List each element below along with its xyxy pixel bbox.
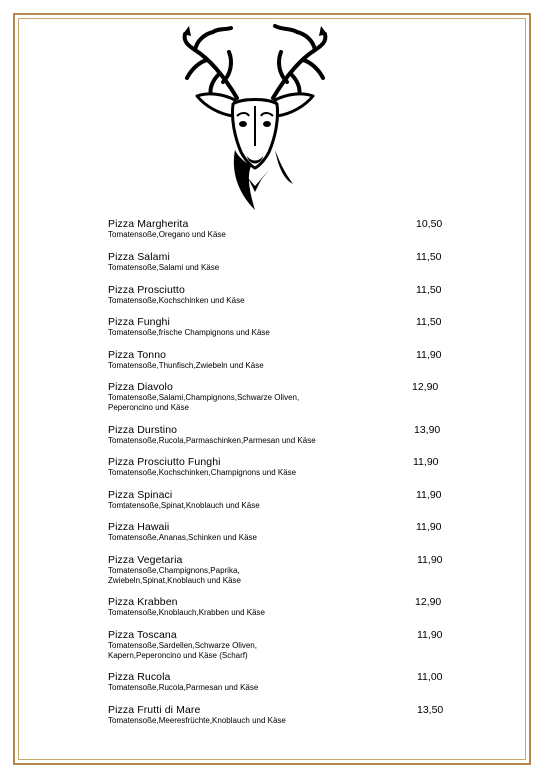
menu-item (108, 554, 458, 586)
item-price: 11,50 (416, 284, 442, 296)
item-name: Pizza Krabben (108, 596, 178, 608)
item-description: Tomatensoße,Rucola,Parmaschinken,Parmesan und Käse (108, 436, 316, 445)
item-name: Pizza Hawaii (108, 521, 170, 533)
item-name: Pizza Diavolo (108, 381, 173, 393)
item-price: 11,90 (417, 554, 443, 566)
menu-item (108, 456, 458, 478)
menu-item (108, 629, 458, 661)
menu-item (108, 424, 458, 446)
item-name: Pizza Salami (108, 251, 170, 263)
item-description: Tomatensoße,Salami und Käse (108, 263, 220, 272)
item-price: 13,90 (414, 424, 441, 436)
item-price: 11,50 (416, 251, 442, 263)
menu-item (108, 489, 458, 511)
item-name: Pizza Funghi (108, 316, 170, 328)
item-description: Tomatensoße,Kochschinken,Champignons und Käse (108, 468, 297, 477)
item-price: 12,90 (415, 596, 442, 608)
item-price: 11,90 (416, 489, 442, 501)
item-description: Tomatensoße,Ananas,Schinken und Käse (108, 533, 257, 542)
item-price: 11,50 (416, 316, 442, 328)
item-description: Tomatensoße,Sardellen,Schwarze Oliven, Kapern,Peperoncino und Käse (Scharf) (108, 641, 257, 660)
menu-item (108, 349, 458, 371)
item-description: Tomatensoße,Oregano und Käse (108, 230, 226, 239)
item-name: Pizza Toscana (108, 629, 177, 641)
item-price: 11,00 (417, 671, 443, 683)
menu-item (108, 381, 458, 413)
menu-item (108, 521, 458, 543)
item-name: Pizza Margherita (108, 218, 189, 230)
item-name: Pizza Rucola (108, 671, 171, 683)
item-name: Pizza Durstino (108, 424, 178, 436)
item-name: Pizza Prosciutto (108, 284, 185, 296)
menu-item (108, 218, 458, 240)
item-price: 11,90 (416, 349, 442, 361)
item-description: Tomatensoße,Thunfisch,Zwiebeln und Käse (108, 361, 264, 370)
item-name: Pizza Frutti di Mare (108, 704, 201, 716)
item-price: 11,90 (417, 629, 443, 641)
menu-item (108, 671, 458, 693)
item-price: 11,90 (416, 521, 442, 533)
item-description: Tomtatensoße,Spinat,Knoblauch und Käse (108, 501, 260, 510)
item-description: Tomatensoße,Rucola,Parmesan und Käse (108, 683, 259, 692)
item-name: Pizza Prosciutto Funghi (108, 456, 221, 468)
item-name: Pizza Vegetaria (108, 554, 183, 566)
item-description: Tomatensoße,Meeresfrüchte,Knoblauch und Käse (108, 716, 286, 725)
item-price: 13,50 (417, 704, 444, 716)
item-description: Tomatensoße,Champignons,Paprika, Zwiebeln,Spinat,Knoblauch und Käse (108, 566, 241, 585)
item-name: Pizza Tonno (108, 349, 167, 361)
menu-item (108, 704, 458, 726)
menu-item (108, 316, 458, 338)
menu-item (108, 251, 458, 273)
item-price: 10,50 (416, 218, 443, 230)
item-description: Tomatensoße,Salami,Champignons,Schwarze Oliven, Peperoncino und Käse (108, 393, 300, 412)
item-price: 11,90 (413, 456, 439, 468)
item-name: Pizza Spinaci (108, 489, 173, 501)
menu-item (108, 596, 458, 618)
menu-item (108, 284, 458, 306)
item-description: Tomatensoße,Kochschinken und Käse (108, 296, 245, 305)
item-price: 12,90 (412, 381, 439, 393)
stag-head-icon (175, 20, 335, 215)
item-description: Tomatensoße,Knoblauch,Krabben und Käse (108, 608, 265, 617)
item-description: Tomatensoße,frische Champignons und Käse (108, 328, 270, 337)
